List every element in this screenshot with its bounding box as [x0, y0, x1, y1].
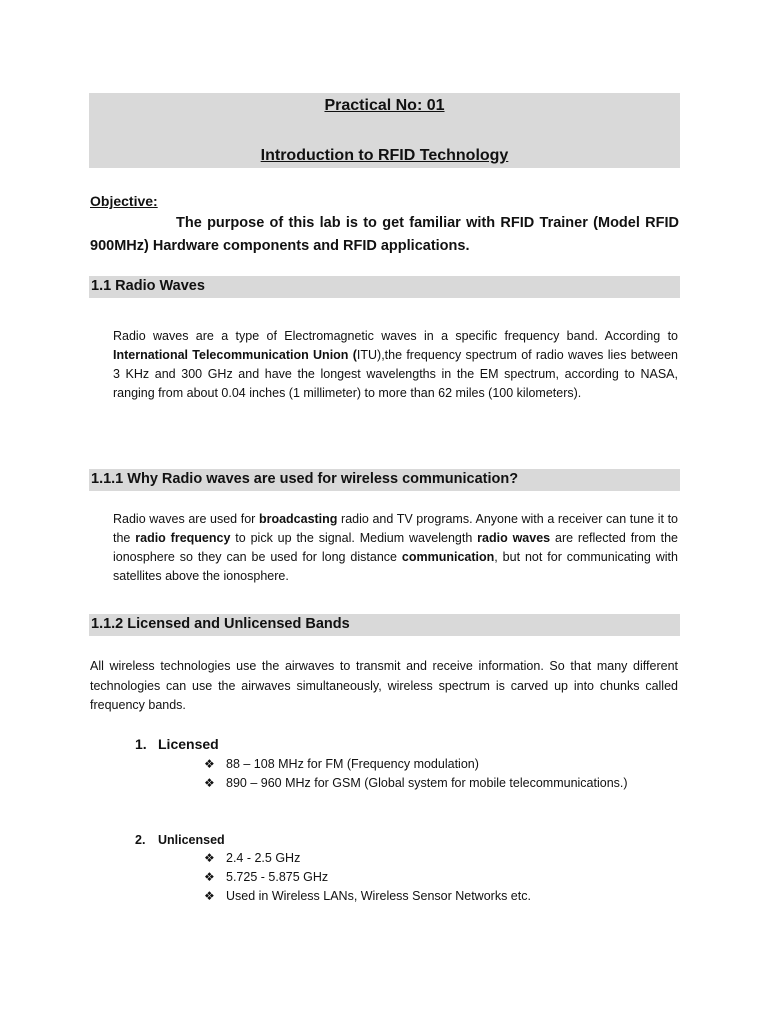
bold-run: communication: [401, 550, 495, 564]
list-item-text: 88 – 108 MHz for FM (Frequency modulation): [226, 757, 479, 771]
text-run: Radio waves are used for: [113, 512, 259, 526]
bold-run: broadcasting: [258, 512, 338, 526]
text-run: , but not for communicating with satellites above the ionosphere.: [113, 550, 678, 583]
diamond-bullet-icon: ❖: [204, 851, 215, 865]
text-run: are reflected from the ionosphere so they can be used for long distance: [113, 531, 678, 564]
text-run: ITU),the frequency spectrum of radio waves lies between 3 KHz and 300 GHz and have the longest wavelengths in the EM spectrum, according to NASA, ranging from about 0.04 inches (1 millimeter) to more than 62 miles (100 kilometers).: [113, 348, 678, 400]
section-why-radio: [89, 469, 680, 491]
text-run: to pick up the signal. Medium wavelength: [230, 531, 478, 545]
bold-run: radio waves: [477, 531, 551, 545]
title-block: [89, 93, 680, 168]
list-number: 2.: [135, 833, 146, 847]
section-heading: 1.1.1 Why Radio waves are used for wireless communication?: [91, 471, 519, 487]
list-number: 1.: [135, 736, 147, 752]
list-item-text: Used in Wireless LANs, Wireless Sensor Networks etc.: [226, 889, 531, 903]
objective-text: The purpose of this lab is to get familiar with RFID Trainer (Model RFID 900MHz) Hardware components and RFID applications.: [90, 215, 679, 254]
section-heading: 1.1.2 Licensed and Unlicensed Bands: [91, 616, 350, 632]
diamond-bullet-icon: ❖: [204, 776, 215, 790]
diamond-bullet-icon: ❖: [204, 757, 215, 771]
text-run: Radio waves are a type of Electromagnetic waves in a specific frequency band. According to: [113, 329, 678, 343]
list-item: [204, 757, 479, 771]
bold-run: International Telecommunication Union (: [113, 348, 357, 362]
section-bands: [89, 614, 680, 636]
section-heading: 1.1 Radio Waves: [91, 278, 205, 294]
bold-run: radio frequency: [135, 531, 231, 545]
radio-waves-paragraph: [113, 327, 678, 403]
list-item: [204, 889, 531, 903]
list-item: [204, 776, 628, 790]
list-label: Licensed: [158, 736, 219, 752]
document-title: Introduction to RFID Technology: [260, 147, 509, 164]
list-item: [204, 870, 328, 884]
list-item-text: 890 – 960 MHz for GSM (Global system for mobile telecommunications.): [226, 776, 628, 790]
diamond-bullet-icon: ❖: [204, 889, 215, 903]
list-item-text: 5.725 - 5.875 GHz: [226, 870, 329, 884]
bands-paragraph: All wireless technologies use the airwaves to transmit and receive information. So that many different technologies can use the airwaves simultaneously, wireless spectrum is carved up into chunks called frequency bands.: [90, 659, 678, 712]
objective-label: Objective:: [90, 193, 158, 209]
section-radio-waves: [89, 276, 680, 298]
practical-number: Practical No: 01: [324, 97, 445, 114]
diamond-bullet-icon: ❖: [204, 870, 215, 884]
licensed-heading: [135, 736, 219, 752]
unlicensed-heading: [135, 833, 225, 847]
list-item: [204, 851, 300, 865]
list-item-text: 2.4 - 2.5 GHz: [226, 851, 301, 865]
list-label: Unlicensed: [158, 833, 225, 847]
text-run: radio and TV programs. Anyone with a receiver can tune it to the: [113, 512, 679, 545]
why-radio-paragraph: [113, 510, 678, 586]
